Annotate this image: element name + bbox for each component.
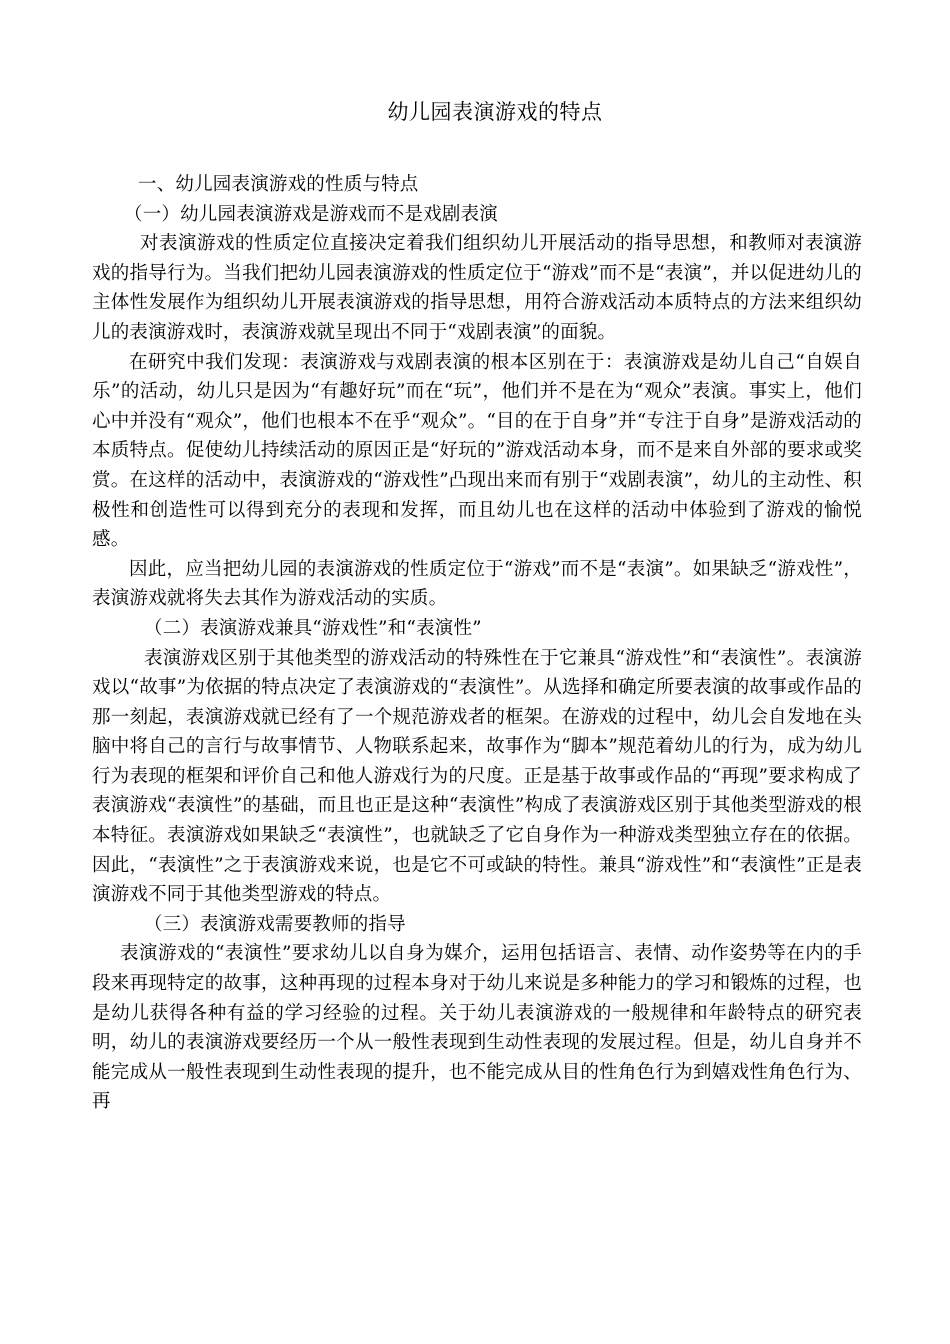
paragraph: 对表演游戏的性质定位直接决定着我们组织幼儿开展活动的指导思想，和教师对表演游戏的指导行为。当我们把幼儿园表演游戏的性质定位于“游戏”而不是“表演”，并以促进幼儿的主体性发展作为组织幼儿开展表演游戏的指导思想，用符合游戏活动本质特点的方法来组织幼儿的表演游戏时，表演游戏就呈现出不同于“戏剧表演”的面貌。 [92, 233, 862, 343]
paragraph: 表演游戏区别于其他类型的游戏活动的特殊性在于它兼具“游戏性”和“表演性”。表演游戏以“故事”为依据的特点决定了表演游戏的“表演性”。从选择和确定所要表演的故事或作品的那一刻起，表演游戏就已经有了一个规范游戏者的框架。在游戏的过程中，幼儿会自发地在头脑中将自己的言行与故事情节、人物联系起来，故事作为“脚本”规范着幼儿的行为，成为幼儿行为表现的框架和评价自己和他人游戏行为的尺度。正是基于故事或作品的“再现”要求构成了表演游戏“表演性”的基础，而且也正是这种“表演性”构成了表演游戏区别于其他类型游戏的根本特征。表演游戏如果缺乏“表演性”，也就缺乏了它自身作为一种游戏类型独立存在的依据。因此，“表演性”之于表演游戏来说，也是它不可或缺的特性。兼具“游戏性”和“表演性”正是表演游戏不同于其他类型游戏的特点。 [92, 647, 862, 906]
section-heading: 一、幼儿园表演游戏的性质与特点 [138, 174, 419, 195]
subsection-heading: （三）表演游戏需要教师的指导 [144, 913, 406, 935]
document-title: 幼儿园表演游戏的特点 [387, 100, 603, 124]
subsection-heading: （二）表演游戏兼具“游戏性”和“表演性” [144, 617, 482, 639]
document-body [92, 170, 862, 1117]
paragraph: 因此，应当把幼儿园的表演游戏的性质定位于“游戏”而不是“表演”。如果缺乏“游戏性”，表演游戏就将失去其作为游戏活动的实质。 [92, 558, 862, 610]
paragraph: 在研究中我们发现：表演游戏与戏剧表演的根本区别在于：表演游戏是幼儿自己“自娱自乐”的活动，幼儿只是因为“有趣好玩”而在“玩”，他们并不是在为“观众”表演。事实上，他们心中并没有“观众”，他们也根本不在乎“观众”。“目的在于自身”并“专注于自身”是游戏活动的本质特点。促使幼儿持续活动的原因正是“好玩的”游戏活动本身，而不是来自外部的要求或奖赏。在这样的活动中，表演游戏的“游戏性”凸现出来而有别于“戏剧表演”，幼儿的主动性、积极性和创造性可以得到充分的表现和发挥，而且幼儿也在这样的活动中体验到了游戏的愉悦感。 [92, 351, 862, 551]
paragraph: 表演游戏的“表演性”要求幼儿以自身为媒介，运用包括语言、表情、动作姿势等在内的手段来再现特定的故事，这种再现的过程本身对于幼儿来说是多种能力的学习和锻炼的过程，也是幼儿获得各种有益的学习经验的过程。关于幼儿表演游戏的一般规律和年龄特点的研究表明，幼儿的表演游戏要经历一个从一般性表现到生动性表现的发展过程。但是，幼儿自身并不能完成从一般性表现到生动性表现的提升，也不能完成从目的性角色行为到嬉戏性角色行为、再 [92, 943, 862, 1113]
subsection-heading: （一）幼儿园表演游戏是游戏而不是戏剧表演 [124, 203, 499, 225]
